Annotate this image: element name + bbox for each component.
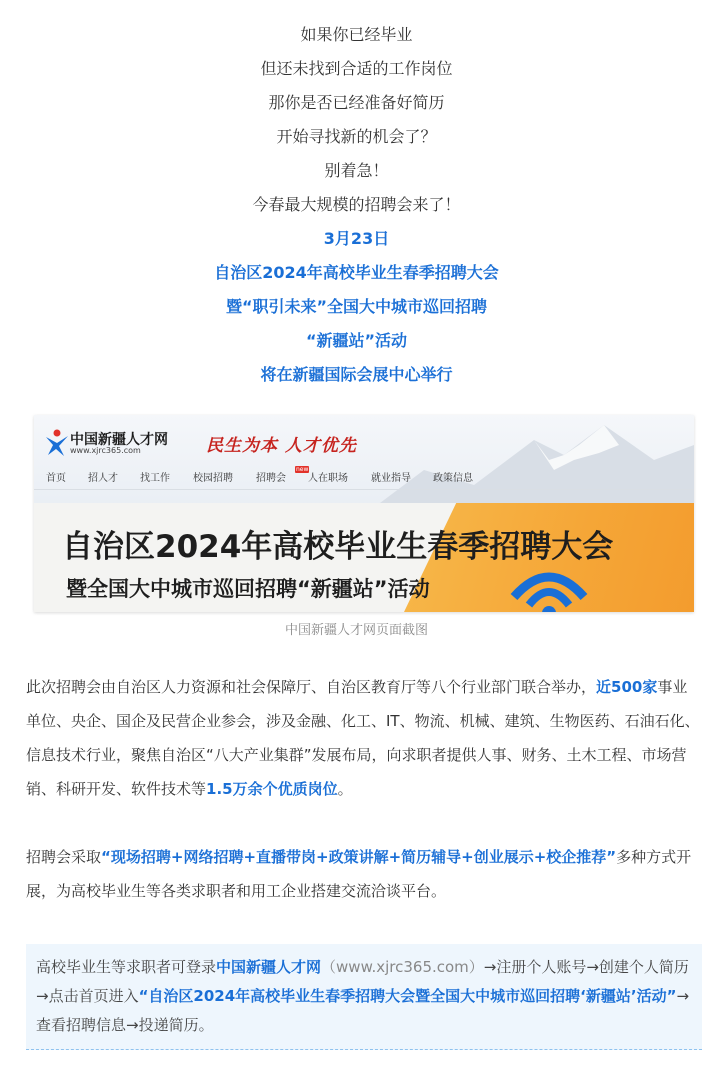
- highlight-format: “现场招聘+网络招聘+直播带岗+政策讲解+简历辅导+创业展示+校企推荐”: [101, 848, 617, 866]
- website-screenshot-banner: [34, 415, 694, 612]
- nav-item-job-fair: 招聘会: [256, 473, 286, 484]
- signal-emblem-icon: [504, 557, 594, 612]
- intro-line: 但还未找到合适的工作岗位: [260, 59, 453, 78]
- banner-title: 自治区2024年高校毕业生春季招聘大会: [62, 529, 614, 565]
- paragraph-event-details: [26, 670, 702, 806]
- nav-item-recruit-talent: 招人才: [88, 473, 118, 484]
- nav-item-workplace: 人在职场: [308, 473, 348, 484]
- event-title: 自治区2024年高校毕业生春季招聘大会: [214, 263, 499, 282]
- intro-line: 今春最大规模的招聘会来了！: [252, 195, 461, 214]
- site-logo-icon: [42, 427, 72, 457]
- site-name: 中国新疆人才网: [70, 432, 168, 448]
- event-date: 3月23日: [323, 229, 390, 248]
- site-url-text: （www.xjrc365.com）: [321, 958, 484, 976]
- site-nav: [46, 467, 516, 487]
- highlight-position-count: 1.5万余个优质岗位: [206, 780, 338, 798]
- banner-subtitle: 暨全国大中城市巡回招聘“新疆站”活动: [66, 577, 430, 601]
- site-url: www.xjrc365.com: [70, 446, 141, 455]
- intro-line: 如果你已经毕业: [300, 25, 413, 44]
- site-link[interactable]: 中国新疆人才网: [216, 958, 322, 976]
- nav-item-find-job: 找工作: [140, 473, 170, 484]
- note-text: 高校毕业生等求职者可登录: [36, 958, 217, 976]
- site-slogan: 民生为本 人才优先: [206, 436, 357, 456]
- note-text: →查看招聘信息→投递简历。: [36, 987, 690, 1034]
- intro-line: 那你是否已经准备好简历: [268, 93, 445, 112]
- event-venue: 将在新疆国际会展中心举行: [260, 365, 453, 384]
- nav-item-policy: 政策信息: [433, 473, 473, 484]
- instructions-box: [26, 944, 702, 1050]
- intro-line: 别着急！: [324, 161, 389, 180]
- nav-item-campus: 校园招聘: [193, 473, 233, 484]
- paragraph-format: [26, 840, 702, 908]
- new-badge: new: [296, 466, 309, 473]
- image-caption: 中国新疆人才网页面截图: [284, 623, 428, 638]
- paragraph-text: 招聘会采取: [26, 848, 102, 866]
- nav-item-home: 首页: [46, 473, 66, 484]
- paragraph-text: 事业单位、央企、国企及民营企业参会，涉及金融、化工、IT、物流、机械、建筑、生物医药、石油石化、信息技术行业，聚焦自治区“八大产业集群”发展布局，向求职者提供人事、财务、土木工程、市场营销、科研开发、软件技术等: [26, 678, 700, 798]
- nav-divider: [34, 489, 694, 490]
- intro-line: 开始寻找新的机会了？: [276, 127, 437, 146]
- nav-item-guidance: 就业指导: [371, 473, 411, 484]
- paragraph-text: 。: [337, 780, 353, 798]
- paragraph-text: 多种方式开展，为高校毕业生等各类求职者和用工企业搭建交流洽谈平台。: [26, 848, 692, 900]
- event-name-highlight: “自治区2024年高校毕业生春季招聘大会暨全国大中城市巡回招聘‘新疆站’活动”: [138, 987, 677, 1005]
- event-station: “新疆站”活动: [305, 331, 408, 350]
- intro-text: [0, 18, 713, 392]
- note-text: →注册个人账号→创建个人简历→点击首页进入: [36, 958, 689, 1005]
- event-subtitle: 暨“职引未来”全国大中城市巡回招聘: [225, 297, 488, 316]
- mountain-background: [364, 415, 694, 515]
- highlight-company-count: 近500家: [596, 678, 658, 696]
- paragraph-text: 此次招聘会由自治区人力资源和社会保障厅、自治区教育厅等八个行业部门联合举办，: [26, 678, 597, 696]
